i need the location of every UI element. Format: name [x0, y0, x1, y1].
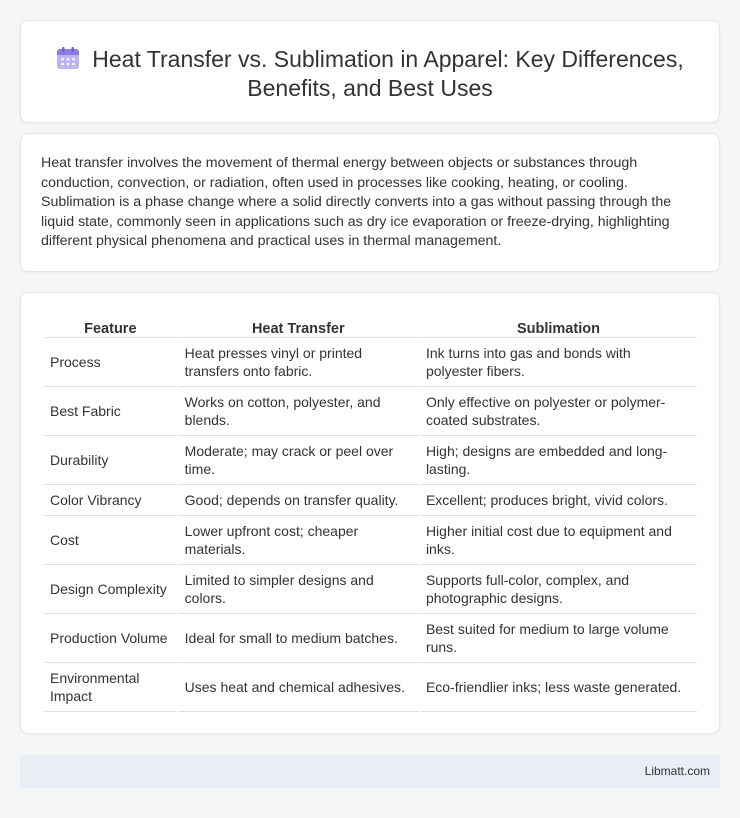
- footer-bar: [20, 755, 720, 788]
- table-row: [44, 565, 697, 614]
- heat-transfer-cell: Moderate; may crack or peel over time.: [179, 436, 418, 485]
- sublimation-cell: High; designs are embedded and long-lasting.: [420, 436, 697, 485]
- page-title: [21, 45, 719, 103]
- table-row: [44, 387, 697, 436]
- heat-transfer-cell: Ideal for small to medium batches.: [179, 614, 418, 663]
- header-sublimation: Sublimation: [420, 315, 697, 338]
- header-feature: Feature: [44, 315, 177, 338]
- table-row: [44, 663, 697, 712]
- feature-cell: Environmental Impact: [44, 663, 177, 712]
- intro-paragraph: Heat transfer involves the movement of thermal energy between objects or substances through conduction, convection, or radiation, often used in processes like cooking, heating, or cooling. Sublimation is a phase change where a solid directly converts into a gas without passing through the liquid state, commonly seen in applications such as dry ice evaporation or freeze-drying, highlighting different physical phenomena and practical uses in thermal management.: [41, 155, 672, 250]
- feature-cell: Cost: [44, 516, 177, 565]
- heat-transfer-cell: Limited to simpler designs and colors.: [179, 565, 418, 614]
- table-row: [44, 516, 697, 565]
- sublimation-cell: Supports full-color, complex, and photographic designs.: [420, 565, 697, 614]
- table-row: [44, 614, 697, 663]
- feature-cell: Durability: [44, 436, 177, 485]
- sublimation-cell: Excellent; produces bright, vivid colors.: [420, 485, 697, 516]
- feature-cell: Design Complexity: [44, 565, 177, 614]
- heat-transfer-cell: Heat presses vinyl or printed transfers onto fabric.: [179, 338, 418, 387]
- footer-brand[interactable]: Libmatt.com: [644, 764, 710, 778]
- sublimation-cell: Ink turns into gas and bonds with polyester fibers.: [420, 338, 697, 387]
- heat-transfer-cell: Uses heat and chemical adhesives.: [179, 663, 418, 712]
- intro-card: [20, 133, 720, 272]
- feature-cell: Process: [44, 338, 177, 387]
- table-row: [44, 338, 697, 387]
- heat-transfer-cell: Lower upfront cost; cheaper materials.: [179, 516, 418, 565]
- table-row: [44, 485, 697, 516]
- header-heat-transfer: Heat Transfer: [179, 315, 418, 338]
- feature-cell: Color Vibrancy: [44, 485, 177, 516]
- feature-cell: Best Fabric: [44, 387, 177, 436]
- sublimation-cell: Higher initial cost due to equipment and inks.: [420, 516, 697, 565]
- comparison-card: [20, 292, 720, 734]
- sublimation-cell: Only effective on polyester or polymer-coated substrates.: [420, 387, 697, 436]
- title-text: Heat Transfer vs. Sublimation in Apparel: Key Differences, Benefits, and Best Uses: [92, 46, 684, 101]
- heat-transfer-cell: Good; depends on transfer quality.: [179, 485, 418, 516]
- heat-transfer-cell: Works on cotton, polyester, and blends.: [179, 387, 418, 436]
- calendar-icon: [56, 46, 80, 70]
- title-card: [20, 20, 720, 123]
- table-header-row: [44, 315, 697, 338]
- feature-cell: Production Volume: [44, 614, 177, 663]
- sublimation-cell: Best suited for medium to large volume runs.: [420, 614, 697, 663]
- comparison-table: [42, 315, 699, 712]
- table-row: [44, 436, 697, 485]
- sublimation-cell: Eco-friendlier inks; less waste generated.: [420, 663, 697, 712]
